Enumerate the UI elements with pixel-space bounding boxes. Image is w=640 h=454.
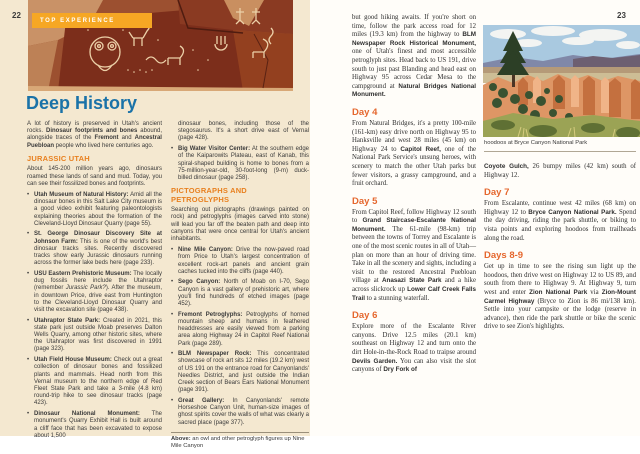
day-7-body: From Escalante, continue west 42 miles (68 km) on Highway 12 to Bryce Canyon National Park. Spend the day driving, riding the park shuttle, or biking to vista points and exploring hoodoos from trailheads along the road.	[484, 200, 636, 242]
intro-paragraph: A lot of history is preserved in Utah's ancient rocks. Dinosaur footprints and bones abound, alongside traces of the Fremont and Ancestral Puebloan people who lived here centuries ago.	[27, 121, 162, 149]
top-experience-tag	[32, 13, 152, 28]
list-item: • Great Gallery: In Canyonlands' remote Horseshoe Canyon Unit, human-size images of ghost spirits cover the walls of what was clearly a sacred place (page 377).	[171, 398, 309, 427]
left-page-column-1	[27, 121, 162, 443]
list-item: • Utah Museum of Natural History: Amid all the dinosaur bones in this Salt Lake City museum is a good video exhibit featuring paleontologists explaining theories about the formation of the Cleveland-Lloyd Dinosaur Quarry (page 55).	[27, 192, 162, 228]
list-item: • Fremont Petroglyphs: Petroglyphs of horned mountain sheep and humans in feathered headdresses are easily viewed from a parking area along Highway 24 in Capitol Reef National Park (page 289).	[171, 312, 309, 348]
days-8-9-body: Get up in time to see the rising sun light up the hoodoos, then drive west on Highway 12 to US 89, and south from there to Highway 9. At Highway 9, turn west and enter Zion National Park via Zion-Mount Carmel Highway (Bryce to Zion is 86 mi/138 km). Settle into your campsite or the lodge (reserve in advance), then ride the park shuttle or bike the scenic drive to see Zion's highlights.	[484, 263, 636, 331]
jurassic-intro: About 145-200 million years ago, dinosaurs roamed these lands of sand and mud. Today, you can see their fossilized bones and footprints.	[27, 166, 162, 187]
list-item: • Nine Mile Canyon: Drive the now-paved road from Price to Utah's largest concentration of excellent rock-art panels and ancient grain caches tucked into the cliffs (page 440).	[171, 247, 309, 276]
day-4-body: From Natural Bridges, it's a pretty 100-mile (161-km) easy drive north on Highway 95 to Hanksville and west 28 miles (45 km) on Highway 24 to Capitol Reef, one of the National Park Service's unsung heroes, with scenery to match the other Utah parks but fewer visitors, a grassy campground, and a fruit orchard.	[352, 119, 476, 188]
list-item: • BLM Newspaper Rock: This concentrated showcase of rock art sits 12 miles (19.2 km) west of US 191 on the entrance road for Canyonlands' Needles District, and just outside the Indian Creek section of Bears Ears National Monument (page 391).	[171, 351, 309, 394]
list-item: • Big Water Visitor Center: At the southern edge of the Kaiparowits Plateau, east of Kanab, this spiral-shaped building is home to bones from a 75-million-year-old, 30-foot-long (9-m) duck-billed dinosaur (page 258).	[171, 146, 309, 182]
list-item: • Sego Canyon: North of Moab on I-70, Sego Canyon is a vast gallery of prehistoric art, where you'll find hundreds of etched images (page 452).	[171, 279, 309, 308]
list-item: • Utah Field House Museum: Check out a great collection of dinosaur bones and fossilized plants and mammals. Head north from this Vernal museum to the northern edge of Red Fleet State Park and take a 3-mile (4.8 km) round-trip hike to see dinosaur tracks (page 423).	[27, 357, 162, 407]
days-8-9-heading: Days 8-9	[484, 250, 524, 262]
day-5-heading: Day 5	[352, 195, 378, 207]
left-page-column-2	[171, 121, 309, 454]
list-item: • Dinosaur National Monument: The monument's Quarry Exhibit Hall is built around a cliff face that has been excavated to expose about 1,500	[27, 411, 162, 440]
list-item: • USU Eastern Prehistoric Museum: The locally dug fossils here include the Utahraptor (remember Jurassic Park?). After the museum, in downtown Price, drive east from Huntington to the Cleveland-Lloyd Dinosaur Quarry and visit the excavation site (page 438).	[27, 271, 162, 314]
page-number-left: 22	[12, 11, 21, 20]
pictographs-heading: PICTOGRAPHS AND PETROGLYPHS	[171, 186, 247, 204]
day-4-heading: Day 4	[352, 106, 378, 118]
coyote-gulch-paragraph: Coyote Gulch, 26 bumpy miles (42 km) south of Highway 12.	[484, 163, 636, 179]
list-item: • St. George Dinosaur Discovery Site at Johnson Farm: This is one of the world's best dinosaur tracks sites. Recently discovered tracks show early Jurassic dinosaurs running across the former lake beds here (page 233).	[27, 231, 162, 267]
day-6-body: Explore more of the Escalante River canyons. Drive 12.5 miles (20.1 km) southeast on Highway 12 and turn onto the dirt Hole-in-the-Rock Road to traipse around Devils Garden. You can also visit the slot canyons of Dry Fork of	[352, 323, 476, 374]
list-item: • Utahraptor State Park: Created in 2021, this state park just outside Moab preserves Dalton Wells Quarry, among other historic sites, where the Utahraptor was first discovered in 1991 (page 323).	[27, 318, 162, 354]
day-7-heading: Day 7	[484, 187, 510, 199]
day-6-heading: Day 6	[352, 310, 378, 322]
page-number-right: 23	[617, 11, 626, 20]
caption-divider	[171, 432, 309, 433]
list-item-continuation: dinosaur bones, including those of the stegosaurus. It's a short drive east of Vernal (page 428).	[178, 121, 309, 142]
hoodoos-photo	[483, 25, 640, 137]
photo-caption-left: Above: an owl and other petroglyph figures up Nine Mile Canyon	[171, 435, 305, 449]
caption-rule	[484, 151, 636, 152]
right-page-column-2	[484, 163, 636, 332]
pictographs-intro: Searching out pictographs (drawings painted on rock) and petroglyphs (images carved into stone) will lead you far off the beaten path and deep into canyons that were once central for Utah's ancient inhabitants.	[171, 207, 309, 242]
photo-caption-right: hoodoos at Bryce Canyon National Park	[484, 140, 588, 146]
jurassic-utah-heading: JURASSIC UTAH	[27, 153, 90, 163]
page-title: Deep History	[26, 93, 138, 113]
right-page-column-1	[352, 14, 476, 375]
top-experience-label: TOP EXPERIENCE	[40, 17, 115, 24]
itinerary-paragraph: but good hiking awaits. If you're short on time, follow the park access road for 12 miles (19.3 km) from the highway to BLM Newspaper Rock Historical Monument, one of Utah's finest and most accessible petroglyph sites. Head back to US 191, drive south to just past Blanding and head east on Highway 95 across Cedar Mesa to the campground at Natural Bridges National Monument.	[352, 14, 477, 99]
day-5-body: From Capitol Reef, follow Highway 12 south to Grand Staircase-Escalante National Monument. The 61-mile (98-km) trip between the towns of Torrey and Escalante is one of the most scenic routes in all of Utah—plan on more than an hour of driving time. Take in all the scenery and sights, including a visit to the restored Ancestral Puebloan village at Anasazi State Park and a hike across slickrock up Lower Calf Creek Falls Trail to a stunning waterfall.	[352, 208, 476, 302]
